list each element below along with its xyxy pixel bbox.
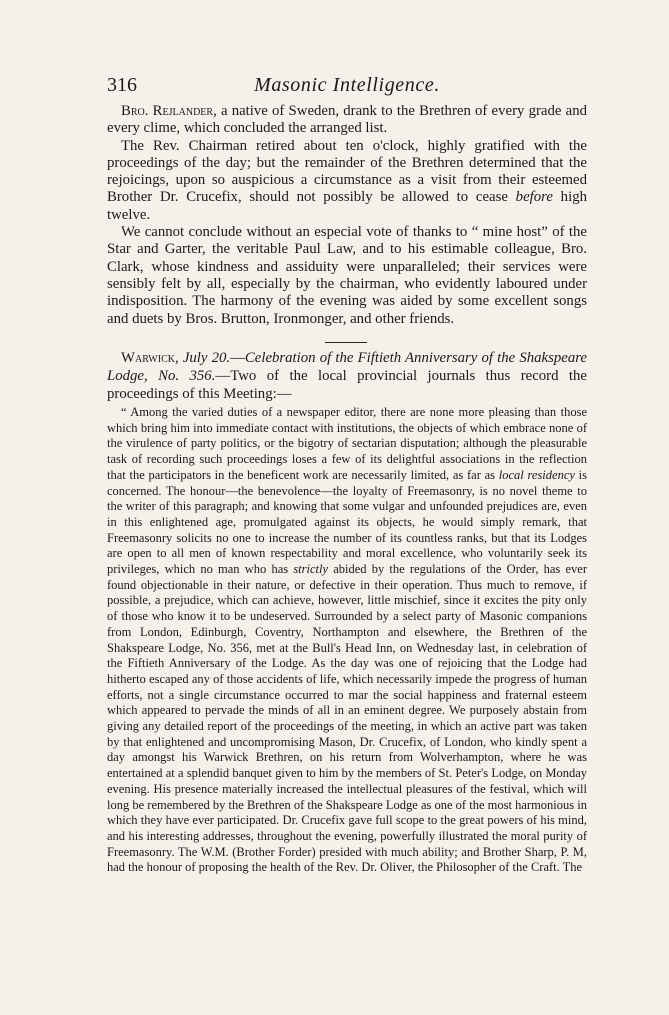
brother-name: Bro. Rejlander,	[121, 103, 217, 119]
paragraph-warwick-intro: Warwick, July 20.—Celebration of the Fiftieth Anniversary of the Shakspeare Lodge, No. 356.—Two of the local provincial journals thus record the proceedings of this Meeting:—	[107, 350, 587, 402]
section-divider	[325, 342, 367, 343]
page-header	[107, 74, 587, 100]
paragraph-rejlander-toast: Bro. Rejlander, a native of Sweden, drank to the Brethren of every grade and every clime, which concluded the arranged list.	[107, 103, 587, 137]
page-number: 316	[107, 74, 137, 96]
section-quoted-report	[107, 405, 587, 876]
running-title: Masonic Intelligence.	[254, 74, 440, 96]
report-date: July 20.	[182, 350, 231, 366]
section-warwick-heading	[107, 350, 587, 403]
paragraph-chairman-retired: The Rev. Chairman retired about ten o'clock, highly gratified with the proceedings of the day; but the remainder of the Brethren determined that the rejoicings, upon so auspicious a circumstance as a visit from their esteemed Brother Dr. Crucefix, should not possibly be allowed to cease before high twelve.	[107, 137, 587, 223]
paragraph-vote-of-thanks: We cannot conclude without an especial vote of thanks to “ mine host” of the Star and Garter, the veritable Paul Law, and to his estimable colleague, Bro. Clark, whose kindness and assiduity were unparalleled; their services were sensibly felt by all, especially by the chairman, who evidently laboured under indisposition. The harmony of the evening was aided by some excellent songs and duets by Bros. Brutton, Ironmonger, and other friends.	[107, 224, 587, 327]
place-name: Warwick,	[121, 350, 179, 366]
report-heading: Celebration of the Fiftieth Anniversary of the Shakspeare Lodge, No. 356.	[107, 350, 587, 384]
paragraph-quoted-report: “ Among the varied duties of a newspaper editor, there are none more pleasing than those which bring him into immediate contact with institutions, the objects of which embrace none of the virulence of party politics, or the bigotry of sectarian disputation; although the pleasurable task of recording such proceedings loses a few of its delightful associations in the reflection that the participators in the beneficent work are necessarily limited, as far as local residency is concerned. The honour—the benevolence—the loyalty of Freemasonry, is no novel theme to the writer of this paragraph; and knowing that some vulgar and unfounded prejudices are, even in this enlightened age, promulgated against its objects, he would simply remark, that Freemasonry solicits no one to increase the number of its countless ranks, but that its Lodges are open to all men of known respectability and moral excellence, who voluntarily seek its privileges, which no man who has strictly abided by the regulations of the Order, has ever found objectionable in their nature, or defective in their operation. Thus much to remove, if possible, a prejudice, which can achieve, however, little mischief, since it excites the pity only of those who know it to be undeserved. Surrounded by a select party of Masonic companions from London, Edinburgh, Coventry, Northampton and elsewhere, the Brethren of the Shakspeare Lodge, No. 356, met at the Bull's Head Inn, on Wednesday last, in celebration of the Fiftieth Anniversary of the Lodge. As the day was one of rejoicing that the Lodge had hitherto escaped any of those accidents of life, which necessarily impede the progress of human efforts, not a single circumstance occurred to mar the social happiness and fraternal esteem which appeared to pervade the minds of all in an eminent degree. We purposely abstain from giving any detailed report of the proceedings of the meeting, in which an active part was taken by that enlightened and uncompromising Mason, Dr. Crucefix, of London, who kindly spent a day amongst his Warwick Brethren, on his return from Wolverhampton, where he was entertained at a splendid banquet given to him by the members of St. Peter's Lodge, on Monday evening. His presence materially increased the intellectual pleasures of the festival, which will long be remembered by the Brethren of the Shakspeare Lodge as one of the most harmonious in which they have ever participated. Dr. Crucefix gave full scope to the great powers of his mind, and his interesting addresses, throughout the evening, powerfully illustrated the moral purity of Freemasonry. The W.M. (Brother Forder) presided with much ability; and Brother Sharp, P. M, had the honour of proposing the health of the Rev. Dr. Oliver, the Philosopher of the Craft. The	[107, 405, 587, 875]
section-lodge-dinner-close	[107, 103, 587, 328]
